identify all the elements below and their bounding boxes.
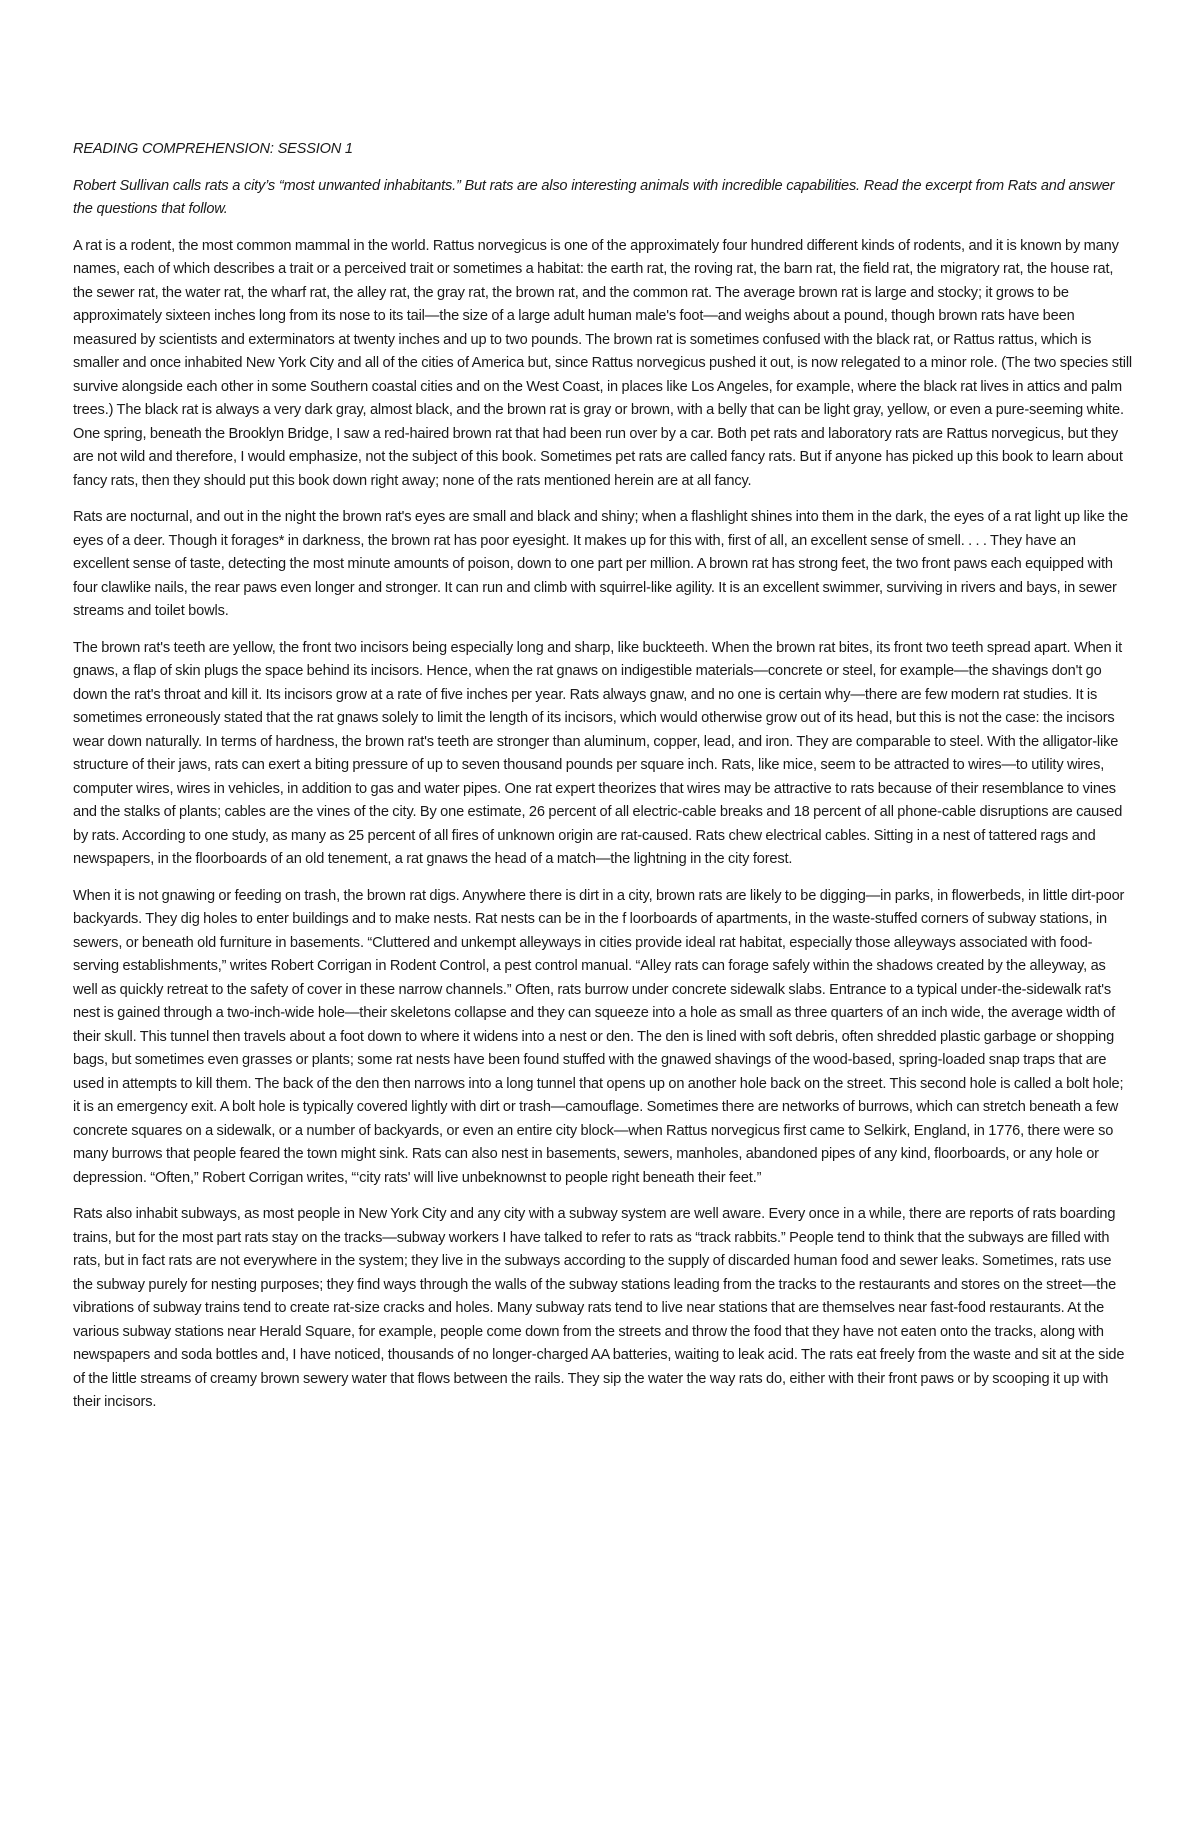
intro-text: Robert Sullivan calls rats a city’s “most unwanted inhabitants.” But rats are also interesting animals with incredible capabilities. Read the excerpt from Rats and answer the questions that follow.: [73, 177, 1115, 217]
document-page: [73, 138, 1133, 1428]
paragraph-nocturnal: Rats are nocturnal, and out in the night the brown rat's eyes are small and black and shiny; when a flashlight shines into them in the dark, the eyes of a rat light up like the eyes of a deer. Though it forages* in darkness, the brown rat has poor eyesight. It makes up for this with, first of all, an excellent sense of smell. . . . They have an excellent sense of taste, detecting the most minute amounts of poison, down to one part per million. A brown rat has strong feet, the two front paws each equipped with four clawlike nails, the rear paws even longer and stronger. It can run and climb with squirrel-like agility. It is an excellent swimmer, surviving in rivers and bays, in sewer streams and toilet bowls.: [73, 509, 1129, 619]
paragraph-subways: Rats also inhabit subways, as most people in New York City and any city with a subway system are well aware. Every once in a while, there are reports of rats boarding trains, but for the most part rats stay on the tracks—subway workers I have talked to refer to rats as “track rabbits.” People tend to think that the subways are filled with rats, but in fact rats are not everywhere in the system; they live in the subways according to the supply of discarded human food and sewer leaks. Sometimes, rats use the subway purely for nesting purposes; they find ways through the walls of the subway stations leading from the tracks to the restaurants and stores on the street—the vibrations of subway trains tend to create rat-size cracks and holes. Many subway rats tend to live near stations that are themselves near fast-food restaurants. At the various subway stations near Herald Square, for example, people come down from the streets and throw the food that they have not eaten onto the tracks, along with newspapers and soda bottles and, I have noticed, thousands of no longer-charged AA batteries, waiting to leak acid. The rats eat freely from the waste and sit at the side of the little streams of creamy brown sewery water that flows between the rails. They sip the water the way rats do, either with their front paws or by scooping it up with their incisors.: [73, 1206, 1125, 1410]
paragraph-digging: When it is not gnawing or feeding on trash, the brown rat digs. Anywhere there is dirt in a city, brown rats are likely to be digging—in parks, in flowerbeds, in little dirt-poor backyards. They dig holes to enter buildings and to make nests. Rat nests can be in the f loorboards of apartments, in the waste-stuffed corners of subway stations, in sewers, or beneath old furniture in basements. “Cluttered and unkempt alleyways in cities provide ideal rat habitat, especially those alleyways associated with food-serving establishments,” writes Robert Corrigan in Rodent Control, a pest control manual. “Alley rats can forage safely within the shadows created by the alleyway, as well as quickly retreat to the safety of cover in these narrow channels.” Often, rats burrow under concrete sidewalk slabs. Entrance to a typical under-the-sidewalk rat's nest is gained through a two-inch-wide hole—their skeletons collapse and they can squeeze into a hole as small as three quarters of an inch wide, the average width of their skull. This tunnel then travels about a foot down to where it widens into a nest or den. The den is lined with soft debris, often shredded plastic garbage or shopping bags, but sometimes even grasses or plants; some rat nests have been found stuffed with the gnawed shavings of the wood-based, spring-loaded snap traps that are used in attempts to kill them. The back of the den then narrows into a long tunnel that opens up on another hole back on the street. This second hole is called a bolt hole; it is an emergency exit. A bolt hole is typically covered lightly with dirt or trash—camouflage. Sometimes there are networks of burrows, which can stretch beneath a few concrete squares on a sidewalk, or a number of backyards, or even an entire city block—when Rattus norvegicus first came to Selkirk, England, in 1776, there were so many burrows that people feared the town might sink. Rats can also nest in basements, sewers, manholes, abandoned pipes of any kind, floorboards, or any hole or depression. “Often,” Robert Corrigan writes, “‘city rats' will live unbeknownst to people right beneath their feet.”: [73, 887, 1125, 1186]
session-heading: READING COMPREHENSION: SESSION 1: [73, 141, 353, 157]
paragraph-rat-rodent: A rat is a rodent, the most common mammal in the world. Rattus norvegicus is one of the approximately four hundred different kinds of rodents, and it is known by many names, each of which describes a trait or a perceived trait or sometimes a habitat: the earth rat, the roving rat, the barn rat, the field rat, the migratory rat, the house rat, the sewer rat, the water rat, the wharf rat, the alley rat, the gray rat, the brown rat, and the common rat. The average brown rat is large and stocky; it grows to be approximately sixteen inches long from its nose to its tail—the size of a large adult human male's foot—and weighs about a pound, though brown rats have been measured by scientists and exterminators at twenty inches and up to two pounds. The brown rat is sometimes confused with the black rat, or Rattus rattus, which is smaller and once inhabited New York City and all of the cities of America but, since Rattus norvegicus pushed it out, is now relegated to a minor role. (The two species still survive alongside each other in some Southern coastal cities and on the West Coast, in places like Los Angeles, for example, where the black rat lives in attics and palm trees.) The black rat is always a very dark gray, almost black, and the brown rat is gray or brown, with a belly that can be light gray, yellow, or even a pure-seeming white. One spring, beneath the Brooklyn Bridge, I saw a red-haired brown rat that had been run over by a car. Both pet rats and laboratory rats are Rattus norvegicus, but they are not wild and therefore, I would emphasize, not the subject of this book. Sometimes pet rats are called fancy rats. But if anyone has picked up this book to learn about fancy rats, then they should put this book down right away; none of the rats mentioned herein are at all fancy.: [73, 237, 1133, 489]
paragraph-teeth: The brown rat's teeth are yellow, the front two incisors being especially long and sharp, like buckteeth. When the brown rat bites, its front two teeth spread apart. When it gnaws, a flap of skin plugs the space behind its incisors. Hence, when the rat gnaws on indigestible materials—concrete or steel, for example—the shavings don't go down the rat's throat and kill it. Its incisors grow at a rate of five inches per year. Rats always gnaw, and no one is certain why—there are few modern rat studies. It is sometimes erroneously stated that the rat gnaws solely to limit the length of its incisors, which would otherwise grow out of its head, but this is not the case: the incisors wear down naturally. In terms of hardness, the brown rat's teeth are stronger than aluminum, copper, lead, and iron. They are comparable to steel. With the alligator-like structure of their jaws, rats can exert a biting pressure of up to seven thousand pounds per square inch. Rats, like mice, seem to be attracted to wires—to utility wires, computer wires, wires in vehicles, in addition to gas and water pipes. One rat expert theorizes that wires may be attractive to rats because of their resemblance to vines and the stalks of plants; cables are the vines of the city. By one estimate, 26 percent of all electric-cable breaks and 18 percent of all phone-cable disruptions are caused by rats. According to one study, as many as 25 percent of all fires of unknown origin are rat-caused. Rats chew electrical cables. Sitting in a nest of tattered rags and newspapers, in the floorboards of an old tenement, a rat gnaws the head of a match—the lightning in the city forest.: [73, 639, 1123, 867]
